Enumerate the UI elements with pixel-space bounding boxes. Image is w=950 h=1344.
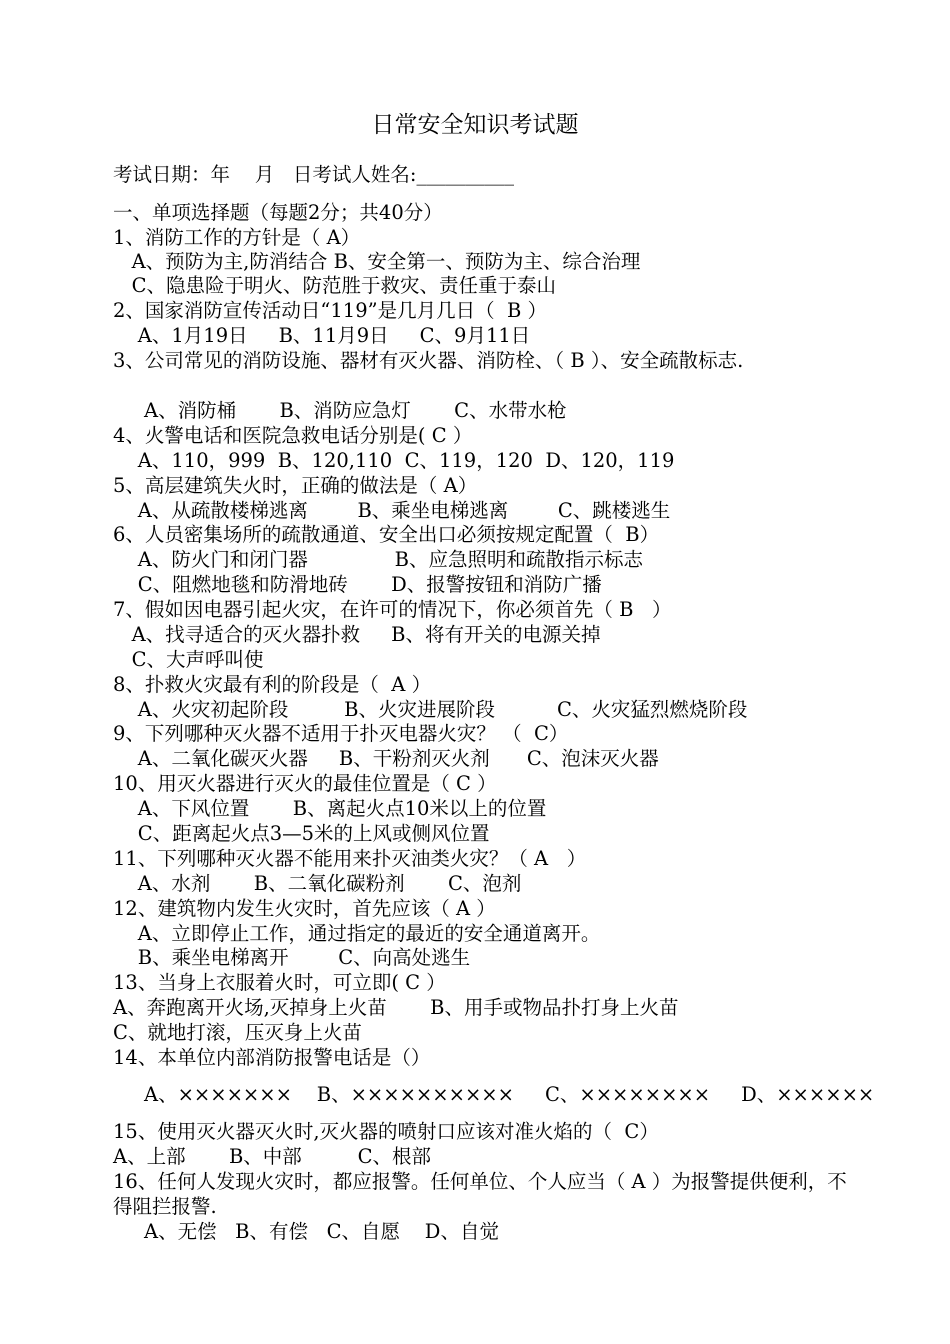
question-15: 15、使用灭火器灭火时,灭火器的喷射口应该对准火焰的（ C） — [113, 1120, 659, 1143]
question-2-options: A、1月19日 B、11月9日 C、9月11日 — [113, 324, 531, 347]
question-10: 10、用灭火器进行灭火的最佳位置是（ C ） — [113, 772, 497, 795]
question-2: 2、国家消防宣传活动日“119”是几月几日（ B ） — [113, 299, 547, 322]
question-8-options: A、火灾初起阶段 B、火灾进展阶段 C、火灾猛烈燃烧阶段 — [113, 698, 748, 721]
question-7-options-b: C、大声呼叫使 — [113, 648, 264, 671]
question-4: 4、火警电话和医院急救电话分别是( C ） — [113, 424, 473, 447]
question-12-options-a: A、立即停止工作，通过指定的最近的安全通道离开。 — [113, 922, 601, 945]
question-11: 11、下列哪种灭火器不能用来扑灭油类火灾？（ A ） — [113, 847, 587, 870]
question-3: 3、公司常见的消防设施、器材有灭火器、消防栓、（ B ）、安全疏散标志. — [113, 349, 744, 372]
question-13-options-b: C、就地打滚，压灭身上火苗 — [113, 1021, 362, 1044]
question-7: 7、假如因电器引起火灾，在许可的情况下，你必须首先（ B ） — [113, 598, 672, 621]
question-11-options: A、水剂 B、二氧化碳粉剂 C、泡剂 — [113, 872, 522, 895]
question-14-options: A、××××××× B、×××××××××× C、×××××××× D、×××××× — [113, 1083, 875, 1106]
question-5-options: A、从疏散楼梯逃离 B、乘坐电梯逃离 C、跳楼逃生 — [113, 499, 671, 522]
question-7-options-a: A、找寻适合的灭火器扑救 B、将有开关的电源关掉 — [113, 623, 601, 646]
question-8: 8、扑救火灾最有利的阶段是（ A ） — [113, 673, 432, 696]
question-6-options-a: A、防火门和闭门器 B、应急照明和疏散指示标志 — [113, 548, 643, 571]
question-9-options: A、二氧化碳灭火器 B、干粉剂灭火剂 C、泡沫灭火器 — [113, 747, 659, 770]
question-6: 6、人员密集场所的疏散通道、安全出口必须按规定配置（ B） — [113, 523, 660, 546]
question-13: 13、当身上衣服着火时，可立即( C ） — [113, 971, 446, 994]
question-16-options: A、无偿 B、有偿 C、自愿 D、自觉 — [113, 1220, 499, 1243]
question-10-options-a: A、下风位置 B、离起火点10米以上的位置 — [113, 797, 547, 820]
question-9: 9、下列哪种灭火器不适用于扑灭电器火灾？ （ C） — [113, 722, 569, 745]
question-13-options-a: A、奔跑离开火场,灭掉身上火苗 B、用手或物品扑打身上火苗 — [113, 996, 679, 1019]
question-12-options-b: B、乘坐电梯离开 C、向高处逃生 — [113, 946, 471, 969]
question-14: 14、本单位内部消防报警电话是（） — [113, 1046, 431, 1069]
question-15-options: A、上部 B、中部 C、根部 — [113, 1145, 432, 1168]
section-heading: 一、单项选择题（每题2分；共40分） — [113, 201, 443, 224]
question-12: 12、建筑物内发生火灾时，首先应该（ A ） — [113, 897, 496, 920]
question-3-options: A、消防桶 B、消防应急灯 C、水带水枪 — [113, 399, 567, 422]
exam-header: 考试日期：年 月 日考试人姓名:__________ — [113, 163, 514, 186]
question-1-options-a: A、预防为主,防消结合 B、安全第一、预防为主、综合治理 — [113, 250, 641, 273]
question-1-options-b: C、隐患险于明火、防范胜于救灾、责任重于泰山 — [113, 274, 557, 297]
question-16: 16、任何人发现火灾时，都应报警。任何单位、个人应当（ A ）为报警提供便利，不得阻拦报警. — [113, 1170, 847, 1218]
question-5: 5、高层建筑失火时，正确的做法是（ A） — [113, 474, 478, 497]
question-10-options-b: C、距离起火点3—5米的上风或侧风位置 — [113, 822, 490, 845]
question-1: 1、消防工作的方针是（ A） — [113, 226, 361, 249]
question-6-options-b: C、阻燃地毯和防滑地砖 D、报警按钮和消防广播 — [113, 573, 602, 596]
document-title: 日常安全知识考试题 — [371, 112, 579, 138]
question-4-options: A、110，999 B、120,110 C、119，120 D、120，119 — [113, 449, 675, 472]
